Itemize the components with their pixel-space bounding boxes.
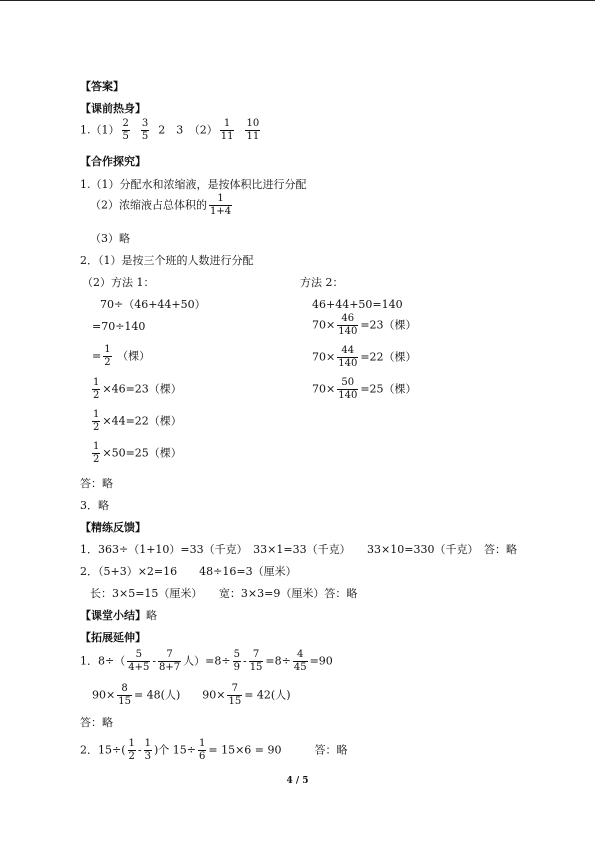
- explore-line-2: [90, 193, 234, 218]
- fraction: $\frac{1}{3}$: [144, 738, 151, 762]
- m2-d-suffix: =25（棵）: [360, 382, 417, 396]
- m1-line-c: [92, 344, 150, 369]
- extend-line-2: [92, 683, 291, 708]
- warmup-mid: 2 3 （2）: [158, 123, 218, 137]
- extend-line-3: [80, 738, 348, 763]
- explore-line-4: 2．（1）是按三个班的人数进行分配: [80, 254, 254, 267]
- extend-l2-prefix: 90×: [92, 688, 116, 702]
- fraction: $\frac{8}{15}$: [118, 683, 131, 707]
- m1-e-suffix: ×44=22（棵）: [102, 414, 182, 428]
- fraction: $\frac{7}{15}$: [228, 683, 242, 707]
- extend-l1-mid: 人）=8÷: [183, 654, 231, 668]
- fraction: $\frac{7}{15}$: [249, 649, 263, 673]
- heading-explore: 【合作探究】: [80, 155, 146, 168]
- m2-line-c: [312, 345, 417, 370]
- fraction: $\frac{1}{11}$: [220, 118, 234, 142]
- method-2-title: 方法 2：: [300, 276, 344, 289]
- heading-extend: 【拓展延伸】: [80, 631, 146, 644]
- extend-l3-tail: = 15×6 = 90 答：略: [208, 743, 348, 757]
- extend-answer: 答：略: [80, 716, 113, 729]
- fraction: $\frac{44}{140}$: [338, 345, 358, 369]
- fraction: $\frac{1}{2}$: [93, 441, 100, 465]
- explore-answer: 答：略: [80, 477, 113, 490]
- extend-l1-tail: =90: [309, 654, 333, 668]
- summary-line: [80, 609, 157, 623]
- extend-l2-mid: = 48(人) 90×: [133, 688, 226, 702]
- explore-line-2-text: （2）浓缩液占总体积的: [90, 198, 207, 212]
- fraction: $\frac{1}{1+4}$: [210, 193, 232, 217]
- top-border: [0, 0, 595, 1]
- m2-d-prefix: 70×: [312, 382, 336, 396]
- minus: -: [152, 654, 157, 668]
- summary-text: 略: [146, 609, 157, 622]
- heading-practice: 【精练反馈】: [80, 521, 146, 534]
- fraction: $\frac{46}{140}$: [338, 313, 358, 337]
- m1-c-suffix: （棵）: [117, 349, 151, 363]
- m2-b-prefix: 70×: [312, 318, 336, 332]
- m2-line-a: 46+44+50=140: [312, 298, 403, 311]
- fraction: $\frac{5}{4+5}$: [128, 649, 150, 673]
- m1-f-suffix: ×50=25（棵）: [102, 446, 182, 460]
- m1-line-b: =70÷140: [92, 320, 146, 333]
- fraction: $\frac{1}{2}$: [93, 409, 100, 433]
- fraction: $\frac{3}{5}$: [141, 118, 149, 142]
- fraction: $\frac{5}{9}$: [233, 649, 240, 673]
- explore-line-1: 1.（1）分配水和浓缩液，是按体积比进行分配: [80, 178, 307, 191]
- m2-b-suffix: =23（棵）: [360, 318, 417, 332]
- extend-l3-prefix: 2．15÷(: [80, 743, 126, 757]
- extend-l2-tail: = 42(人): [244, 688, 291, 702]
- extend-l1-mid: =8÷: [265, 654, 291, 668]
- fraction: $\frac{1}{2}$: [93, 377, 100, 401]
- warmup-line-1: [80, 118, 262, 143]
- heading-summary: 【课堂小结】: [80, 609, 146, 622]
- heading-warmup: 【课前热身】: [80, 102, 146, 115]
- fraction: $\frac{1}{2}$: [128, 738, 135, 762]
- m2-line-d: [312, 377, 417, 402]
- fraction: $\frac{1}{2}$: [104, 344, 111, 368]
- practice-line-3: 长：3×5=15（厘米） 宽：3×3=9（厘米）答：略: [90, 587, 358, 600]
- page-number: 4 / 5: [286, 776, 309, 786]
- explore-line-5: 3．略: [80, 499, 109, 512]
- minus: -: [242, 654, 247, 668]
- minus: -: [137, 743, 142, 757]
- m1-line-e: [90, 409, 182, 434]
- practice-line-2: 2．（5+3）×2=16 48÷16=3（厘米）: [80, 565, 297, 578]
- warmup-prefix: 1.（1）: [80, 123, 120, 137]
- fraction: $\frac{7}{8+7}$: [159, 649, 181, 673]
- fraction: $\frac{10}{11}$: [246, 118, 260, 142]
- m1-line-f: [90, 441, 182, 466]
- fraction: $\frac{1}{6}$: [199, 738, 206, 762]
- practice-line-1: 1．363÷（1+10）=33（千克） 33×1=33（千克） 33×10=330（千克） 答：略: [80, 543, 517, 556]
- m1-line-d: [90, 377, 182, 402]
- m1-line-a: 70÷（46+44+50）: [100, 298, 206, 311]
- m1-c-prefix: =: [92, 349, 102, 363]
- method-1-title: （2）方法 1：: [82, 276, 155, 289]
- m2-c-prefix: 70×: [312, 350, 336, 364]
- m1-d-suffix: ×46=23（棵）: [102, 382, 182, 396]
- extend-l1-prefix: 1．8÷（: [80, 654, 126, 668]
- m2-line-b: [312, 313, 417, 338]
- explore-line-3: （3）略: [90, 232, 130, 245]
- m2-c-suffix: =22（棵）: [360, 350, 417, 364]
- fraction: $\frac{50}{140}$: [338, 377, 358, 401]
- heading-answer: 【答案】: [80, 80, 124, 93]
- fraction: $\frac{4}{45}$: [293, 649, 307, 673]
- fraction: $\frac{2}{5}$: [122, 118, 129, 142]
- extend-line-1: [80, 649, 333, 674]
- extend-l3-mid: )个 15÷: [153, 743, 196, 757]
